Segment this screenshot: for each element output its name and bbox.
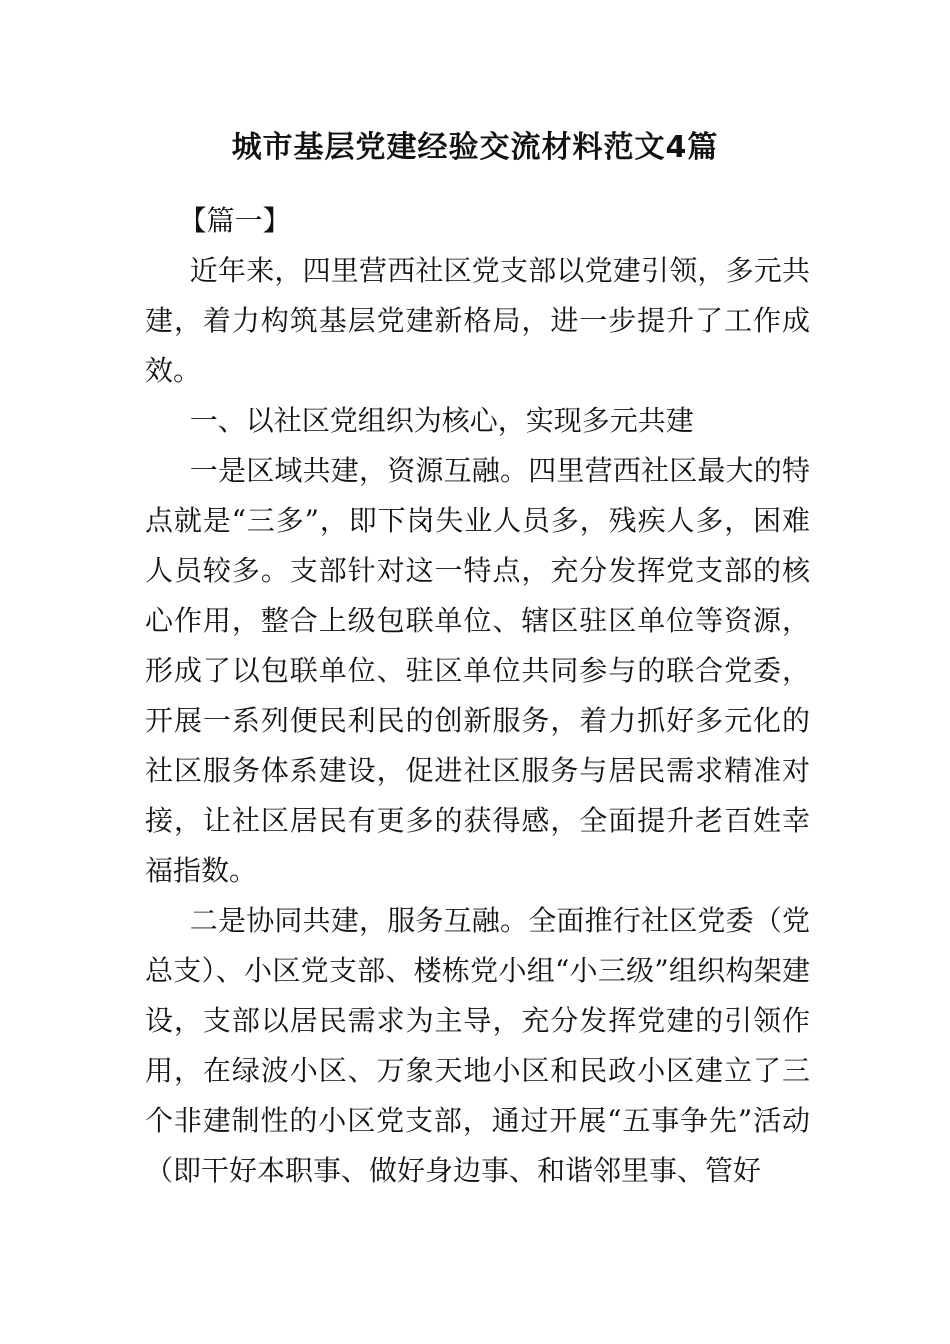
section-marker: 【篇一】 [178,204,291,237]
document-title: 城市基层党建经验交流材料范文4篇 [231,130,719,165]
paragraph-intro: 近年来，四里营西社区党支部以党建引领，多元共建，着力构筑基层党建新格局，进一步提升了工作成效。 [145,254,810,387]
document-body [145,196,810,1196]
paragraph-regional: 一是区域共建，资源互融。四里营西社区最大的特点就是“三多”，即下岗失业人员多，残疾人多，困难人员较多。支部针对这一特点，充分发挥党支部的核心作用，整合上级包联单位、辖区驻区单位等资源，形成了以包联单位、驻区单位共同参与的联合党委，开展一系列便民利民的创新服务，着力抓好多元化的社区服务体系建设，促进社区服务与居民需求精准对接，让社区居民有更多的获得感，全面提升老百姓幸福指数。 [145,454,810,887]
paragraph-heading-one: 一、以社区党组织为核心，实现多元共建 [189,404,694,437]
paragraph-collaborative: 二是协同共建，服务互融。全面推行社区党委（党总支）、小区党支部、楼栋党小组“小三级”组织构架建设，支部以居民需求为主导，充分发挥党建的引领作用，在绿波小区、万象天地小区和民政小区建立了三个非建制性的小区党支部，通过开展“五事争先”活动（即干好本职事、做好身边事、和谐邻里事、管好 [145,904,810,1187]
